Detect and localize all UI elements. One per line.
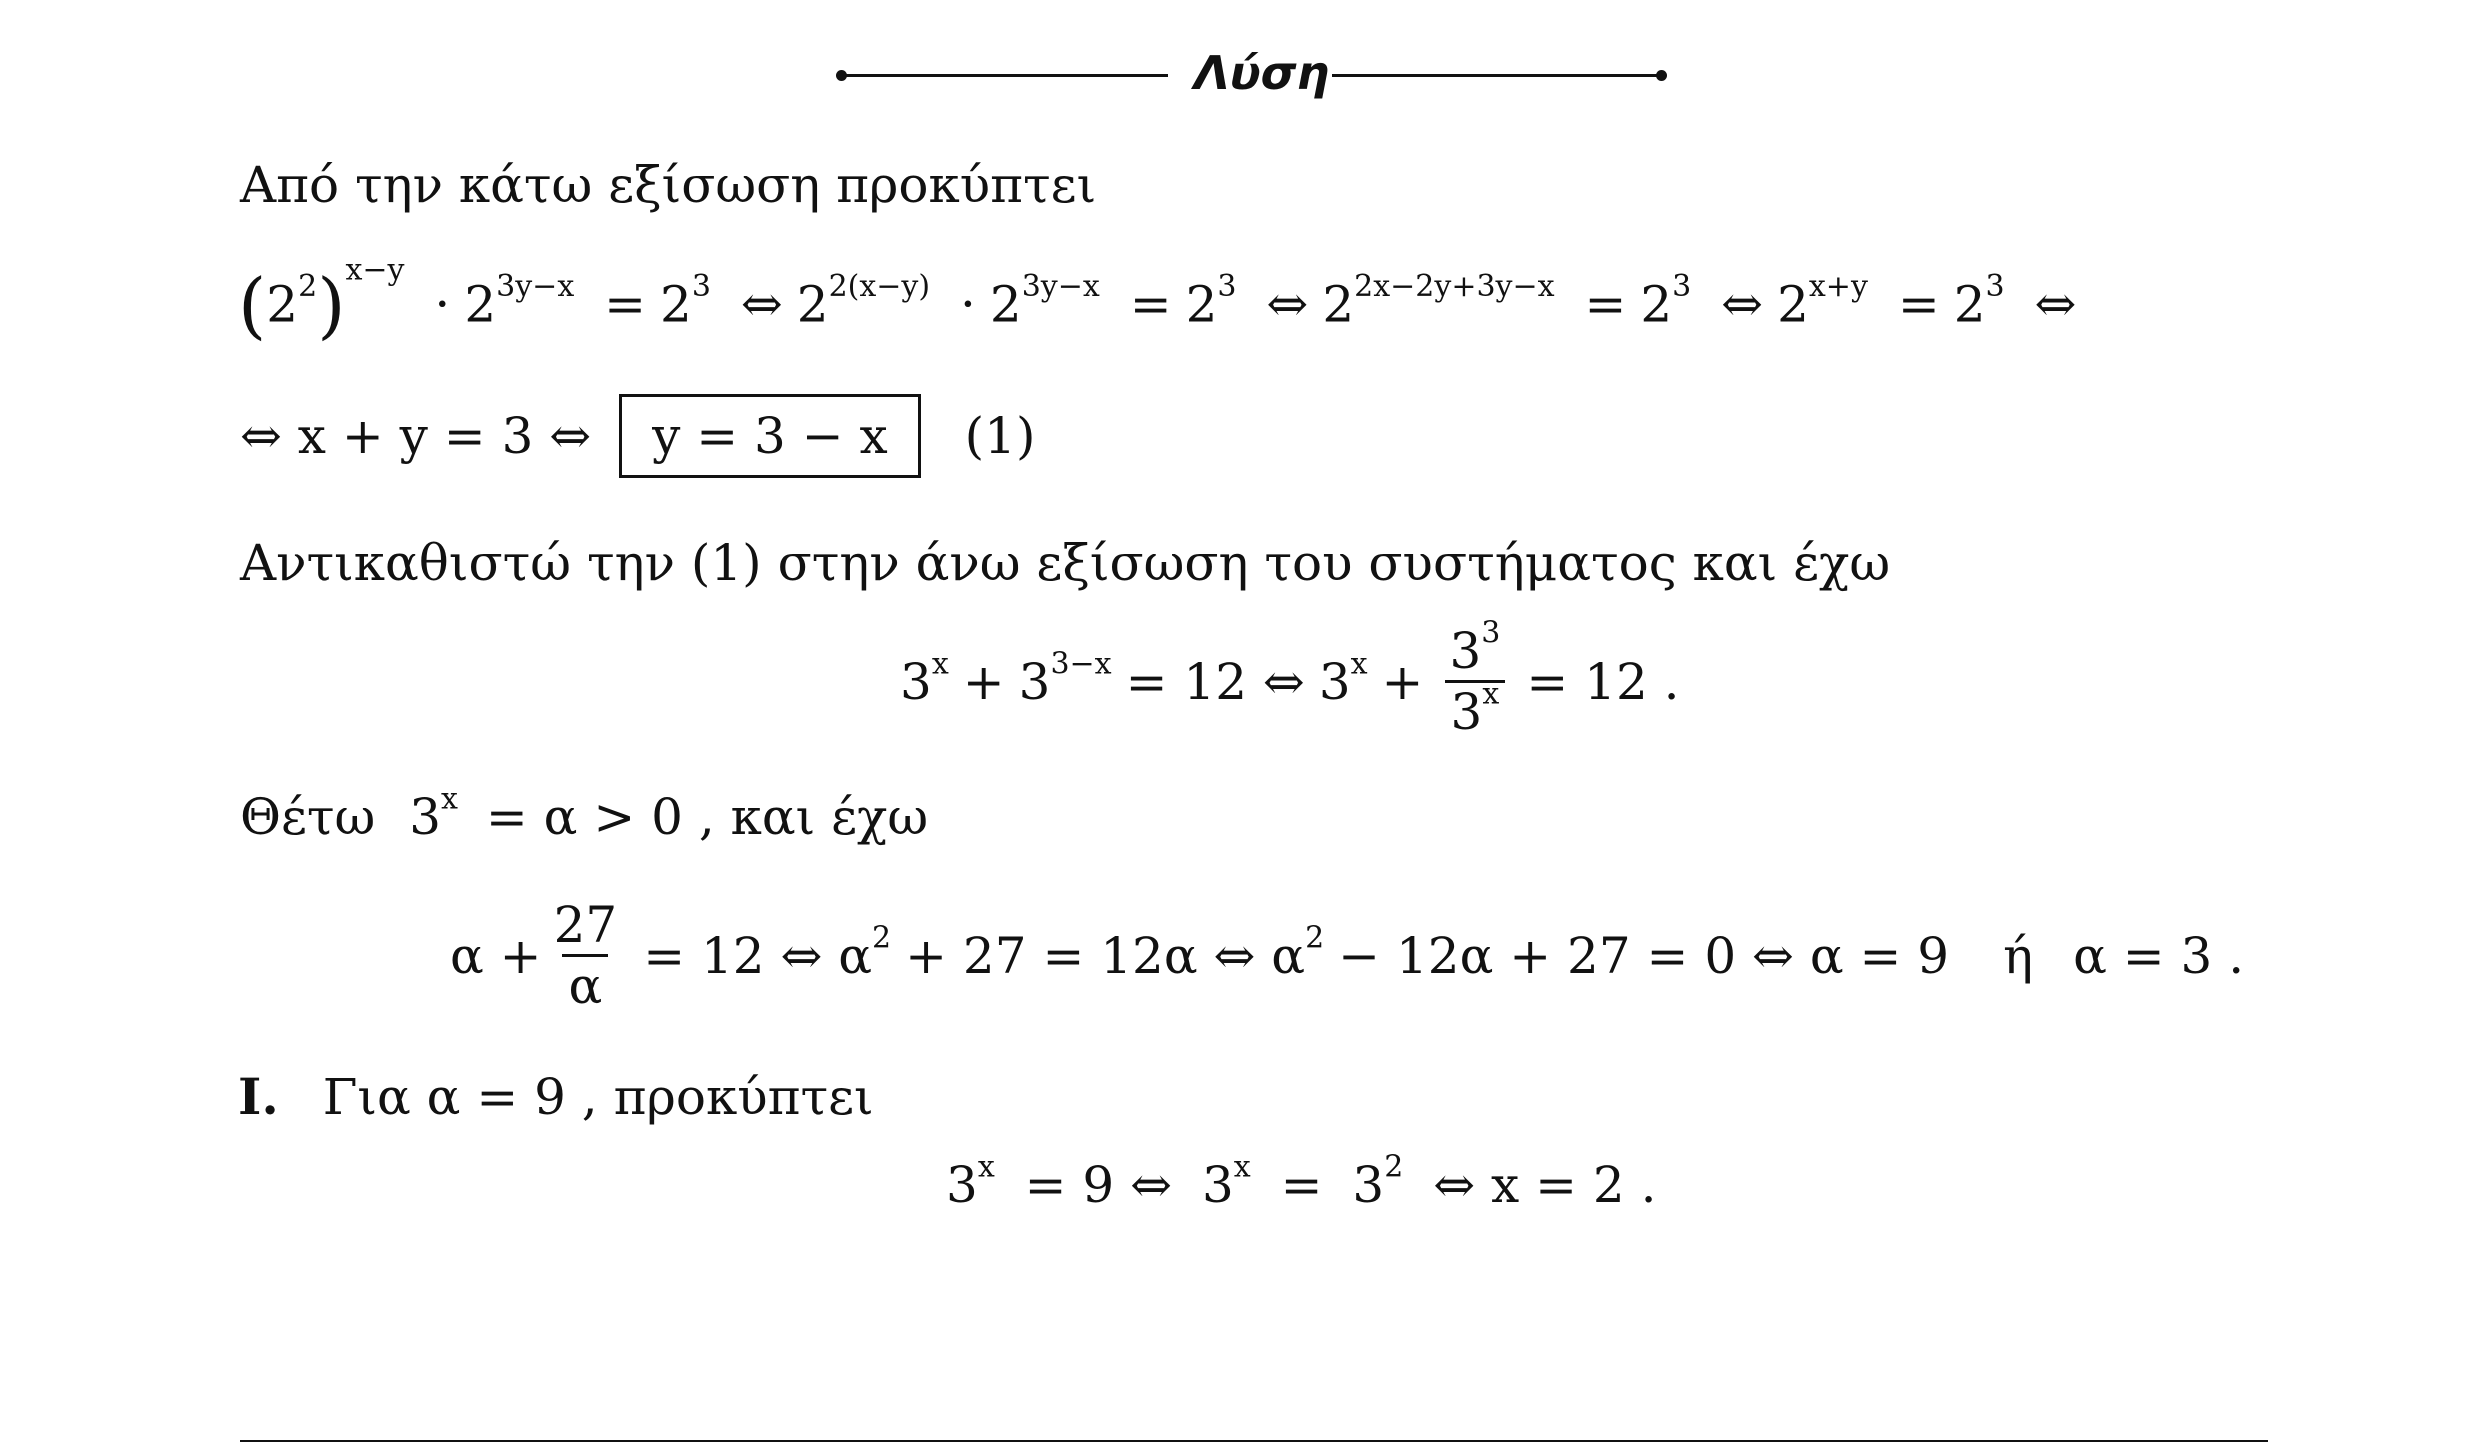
equation-label: (1) [964, 407, 1036, 465]
case-1-text: Για α = 9 , προκύπτει [322, 1068, 874, 1126]
case-1-line [238, 1067, 874, 1126]
right-paren: ) [317, 264, 346, 348]
left-paren: ( [238, 264, 267, 348]
solution-heading: Λύση [1194, 46, 1330, 100]
set-line: Θέτω 3$^x$ = α > 0 , και έχω [240, 781, 929, 846]
fraction-27-over-alpha: $\frac{27}{\alpha}$ [553, 896, 618, 1015]
equation-4: α + $\frac{27}{\alpha}$ = 12 ⇔ $\alpha^2$ + 27 = 12α ⇔ $\alpha^2$ − 12α + 27 = 0 ⇔ α = 9 ή α = 3 . [450, 896, 2245, 1015]
bottom-rule [240, 1440, 2268, 1442]
heading-rule-left [840, 74, 1168, 77]
equation-2 [240, 394, 1035, 478]
heading-rule-right-dot [1656, 70, 1667, 81]
boxed-result: y = 3 − x [619, 394, 921, 478]
equation-3: 3$^x$ + $3^{3-x}$ = 12 ⇔ 3$^x$ + $\frac{3^3}{3^x}$ = 12 . [900, 615, 1680, 741]
fraction-33-over-3x: $\frac{3^3}{3^x}$ [1443, 626, 1506, 737]
equation-2-lhs: ⇔ x + y = 3 ⇔ [240, 407, 592, 465]
equation-1: $(2^2)^{x-y} \cdot 2^{3y-x} = 2^3$ ⇔ $2^{2(x-y)} \cdot 2^{3y-x} = 2^3$ ⇔ $2^{2x-2y+3y-x} = 2^3$ ⇔ $2^{x+y} = 2^3$ ⇔ [238, 252, 2077, 348]
substitute-text: Αντικαθιστώ την (1) στην άνω εξίσωση του συστήματος και έχω [240, 534, 1891, 592]
case-1-roman: I. [238, 1067, 279, 1126]
intro-text: Από την κάτω εξίσωση προκύπτει [240, 156, 1097, 214]
heading-rule-right [1332, 74, 1660, 77]
equation-5: 3$^x$ = 9 ⇔ $3^x = 3^2$ ⇔ x = 2 . [946, 1149, 1657, 1214]
